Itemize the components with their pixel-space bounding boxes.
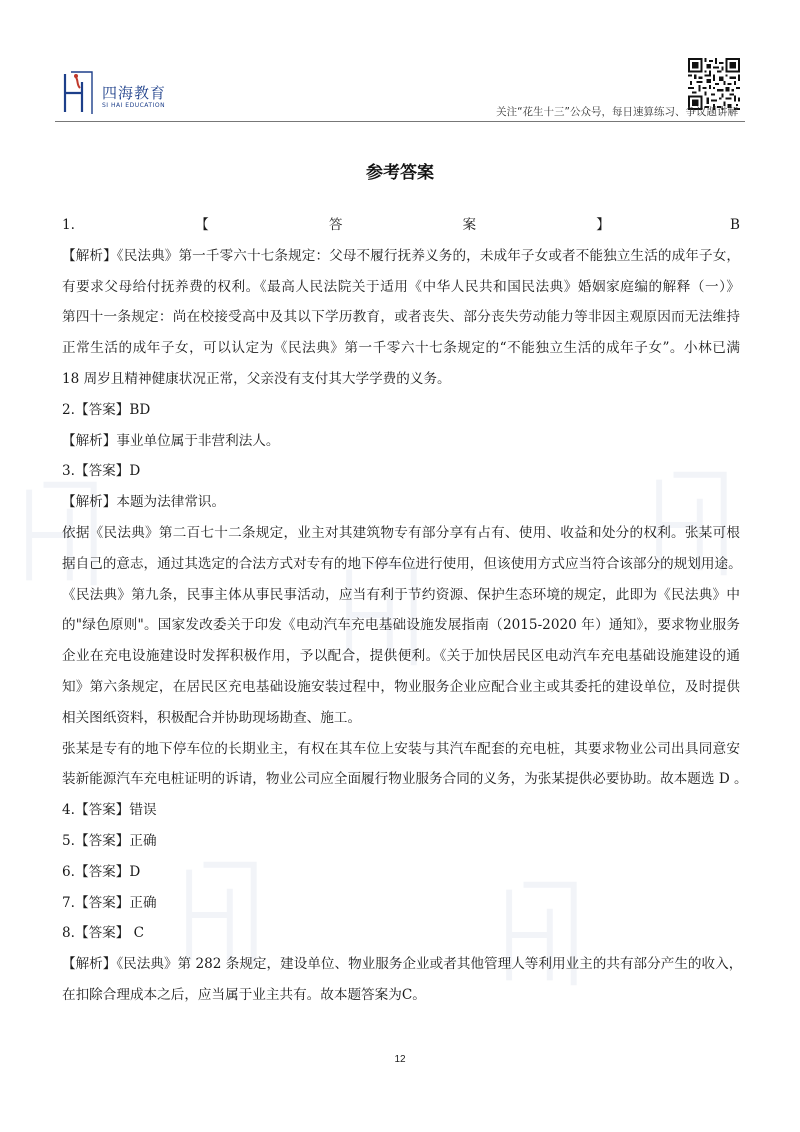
answer-3-explanation-line: 据自己的意志，通过其选定的合法方式对专有的地下停车位进行使用，但该使用方式应当符合该部分的规划用途。 (62, 555, 742, 572)
answer-5-key: 5.【答案】正确 (62, 832, 157, 849)
answer-3-explanation-line: 知》第六条规定，在居民区充电基础设施安装过程中，物业服务企业应配合业主或其委托的建设单位，及时提供 (62, 678, 740, 695)
answer-3-explanation-line: 相关图纸资料，积极配合并协助现场勘查、施工。 (62, 709, 362, 726)
answer-8-explanation-line: 在扣除合理成本之后，应当属于业主共有。故本题答案为C。 (62, 986, 426, 1003)
logo-text: 四海教育 (102, 84, 167, 102)
page-title: 参考答案 (366, 163, 434, 183)
logo-mark-icon (62, 70, 98, 116)
answer-1-explanation-line: 第四十一条规定：尚在校接受高中及其以下学历教育，或者丧失、部分丧失劳动能力等非因主观原因而无法维持 (62, 309, 740, 326)
header-divider (55, 121, 745, 122)
answer-1-explanation-line: 有要求父母给付抚养费的权利。《最高人民法院关于适用《中华人民共和国民法典》婚姻家庭编的解释（一）》 (62, 278, 740, 295)
answer-6-key: 6.【答案】D (62, 863, 141, 880)
answer-1-key: 1.【答案】B (62, 217, 740, 233)
answer-2-explanation: 【解析】事业单位属于非营利法人。 (62, 432, 280, 449)
answer-3-explanation-line: 装新能源汽车充电桩证明的诉请，物业公司应全面履行物业服务合同的义务，为张某提供必要协助。故本题选 D 。 (62, 771, 748, 788)
answer-1-explanation-line: 【解析】《民法典》第一千零六十七条规定：父母不履行抚养义务的，未成年子女或者不能独立生活的成年子女， (62, 247, 740, 264)
answer-3-explanation: 【解析】本题为法律常识。 (62, 494, 226, 511)
answer-3-explanation-line: 张某是专有的地下停车位的长期业主，有权在其车位上安装与其汽车配套的充电桩，其要求物业公司出具同意安 (62, 740, 740, 757)
answer-3-explanation-line: 的"绿色原则"。国家发改委关于印发《电动汽车充电基础设施发展指南（2015-2020 年）通知》，要求物业服务 (62, 617, 740, 634)
header-slogan: 关注“花生十三”公众号，每日速算练习、争议题讲解 (496, 106, 738, 118)
answer-7-key: 7.【答案】正确 (62, 894, 157, 911)
answer-content (62, 210, 748, 1011)
answer-3-explanation-line: 《民法典》第九条，民事主体从事民事活动，应当有利于节约资源、保护生态环境的规定，此即为《民法典》中 (62, 586, 740, 603)
page-header (0, 0, 800, 125)
answer-1-explanation-line: 18 周岁且精神健康状况正常，父亲没有支付其大学学费的义务。 (62, 370, 451, 387)
answer-8-key: 8.【答案】 C (62, 925, 145, 942)
page-number: 12 (394, 1054, 406, 1065)
answer-3-key: 3.【答案】D (62, 463, 141, 480)
logo-subtext: SI HAI EDUCATION (102, 102, 166, 109)
brand-logo (62, 70, 197, 118)
answer-3-explanation-line: 依据《民法典》第二百七十二条规定，业主对其建筑物专有部分享有占有、使用、收益和处分的权利。张某可根 (62, 524, 740, 541)
answer-8-explanation-line: 【解析】《民法典》第 282 条规定，建设单位、物业服务企业或者其他管理人等利用业主的共有部分产生的收入， (62, 956, 743, 973)
qr-code-icon (688, 58, 740, 110)
answer-4-key: 4.【答案】错误 (62, 802, 157, 819)
answer-1-explanation-line: 正常生活的成年子女，可以认定为《民法典》第一千零六十七条规定的“不能独立生活的成年子女”。小林已满 (62, 340, 740, 357)
answer-3-explanation-line: 企业在充电设施建设时发挥积极作用，予以配合，提供便利。《关于加快居民区电动汽车充电基础设施建设的通 (62, 648, 740, 665)
answer-2-key: 2.【答案】BD (62, 401, 151, 418)
